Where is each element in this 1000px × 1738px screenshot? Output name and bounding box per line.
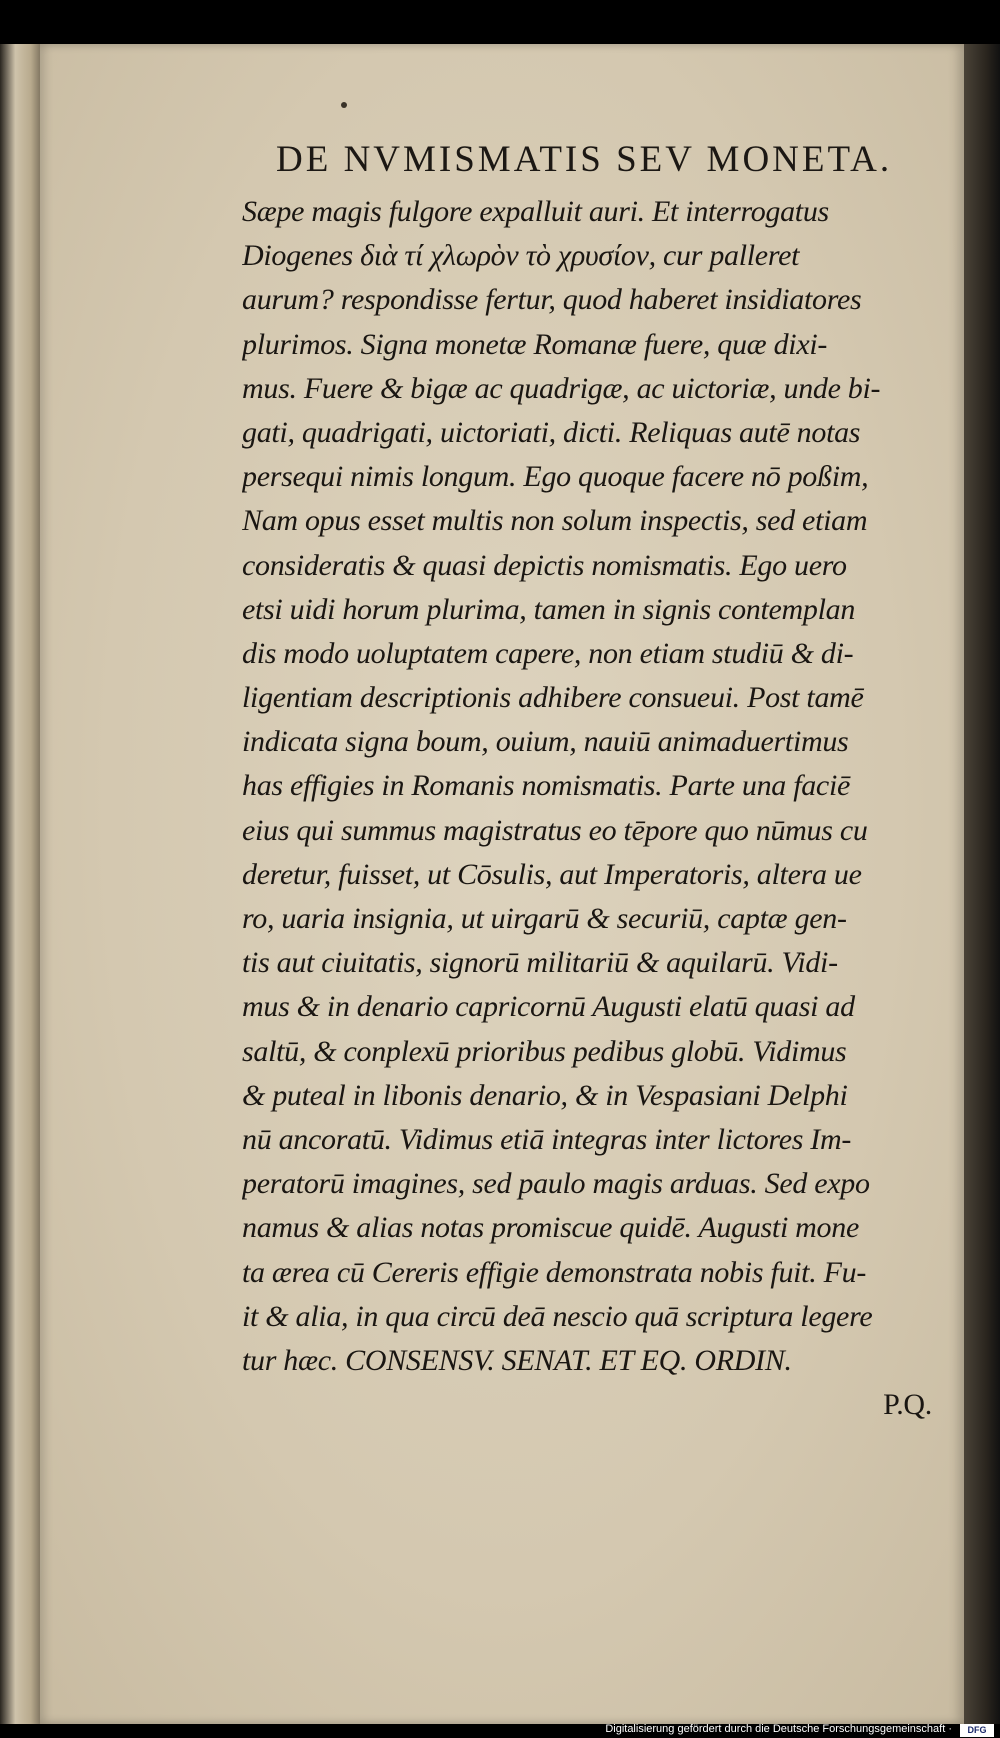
dfg-logo-icon: DFG xyxy=(960,1724,994,1737)
text-line: Sæpe magis fulgore expalluit auri. Et interrogatus xyxy=(242,195,829,228)
text-line: has effigies in Romanis nomismatis. Parte una faciē xyxy=(242,769,850,803)
text-line: deretur, fuisset, ut Cōsulis, aut Imperatoris, altera ue xyxy=(242,857,862,891)
digitization-credit: Digitalisierung gefördert durch die Deutsche Forschungsgemeinschaft · xyxy=(605,1723,952,1735)
text-line: indicata signa boum, ouium, nauiū animaduertimus xyxy=(242,725,849,759)
text-line: consideratis & quasi depictis nomismatis. Ego uero xyxy=(242,548,847,582)
text-line: mus. Fuere & bigæ ac quadrigæ, ac uictoriæ, unde bi- xyxy=(242,371,881,405)
text-line: ro, uaria insignia, ut uirgarū & securiū, captæ gen- xyxy=(242,902,847,935)
text-line: etsi uidi horum plurima, tamen in signis contemplan xyxy=(242,592,856,626)
text-line: saltū, & conplexū prioribus pedibus globū. Vidimus xyxy=(242,1034,847,1068)
left-page-edge xyxy=(0,44,44,1724)
text-line: Nam opus esset multis non solum inspectis, sed etiam xyxy=(242,504,868,538)
text-line: aurum? respondisse fertur, quod haberet insidiatores xyxy=(242,283,862,317)
text-line: mus & in denario capricornū Augusti elatū quasi ad xyxy=(242,990,855,1024)
text-line: Diogenes διὰ τί χλωρὸν τὸ χρυσίον, cur palleret xyxy=(242,239,800,273)
text-line: nū ancoratū. Vidimus etiā integras inter lictores Im- xyxy=(242,1122,852,1156)
text-line: ligentiam descriptionis adhibere consueui. Post tamē xyxy=(242,681,864,715)
text-line: it & alia, in qua circū deā nescio quā scriptura legere xyxy=(242,1299,873,1333)
text-line: persequi nimis longum. Ego quoque facere nō poßim, xyxy=(242,460,869,494)
text-line: namus & alias notas promiscue quidē. Augusti mone xyxy=(242,1211,859,1245)
text-line: gati, quadrigati, uictoriati, dicti. Reliquas autē notas xyxy=(242,415,861,449)
text-line: tis aut ciuitatis, signorū militariū & aquilarū. Vidi- xyxy=(242,946,838,980)
text-line: plurimos. Signa monetæ Romanæ fuere, quæ dixi- xyxy=(242,327,828,361)
text-line: ta ærea cū Cereris effigie demonstrata nobis fuit. Fu- xyxy=(242,1255,867,1289)
text-line: dis modo uoluptatem capere, non etiam studiū & di- xyxy=(242,636,854,670)
text-line: tur hæc. CONSENSV. SENAT. ET EQ. ORDIN. xyxy=(242,1343,792,1377)
text-line: & puteal in libonis denario, & in Vespasiani Delphi xyxy=(242,1078,848,1112)
ink-spot xyxy=(341,102,347,108)
text-line: eius qui summus magistratus eo tēpore quo nūmus cu xyxy=(242,813,868,847)
body-text xyxy=(242,190,942,1427)
catchword-line: P.Q. xyxy=(883,1388,932,1422)
text-line: peratorū imagines, sed paulo magis arduas. Sed expo xyxy=(242,1167,870,1201)
right-binding-edge xyxy=(964,44,1000,1724)
running-header: DE NVMISMATIS SEV MONETA. xyxy=(276,139,893,180)
